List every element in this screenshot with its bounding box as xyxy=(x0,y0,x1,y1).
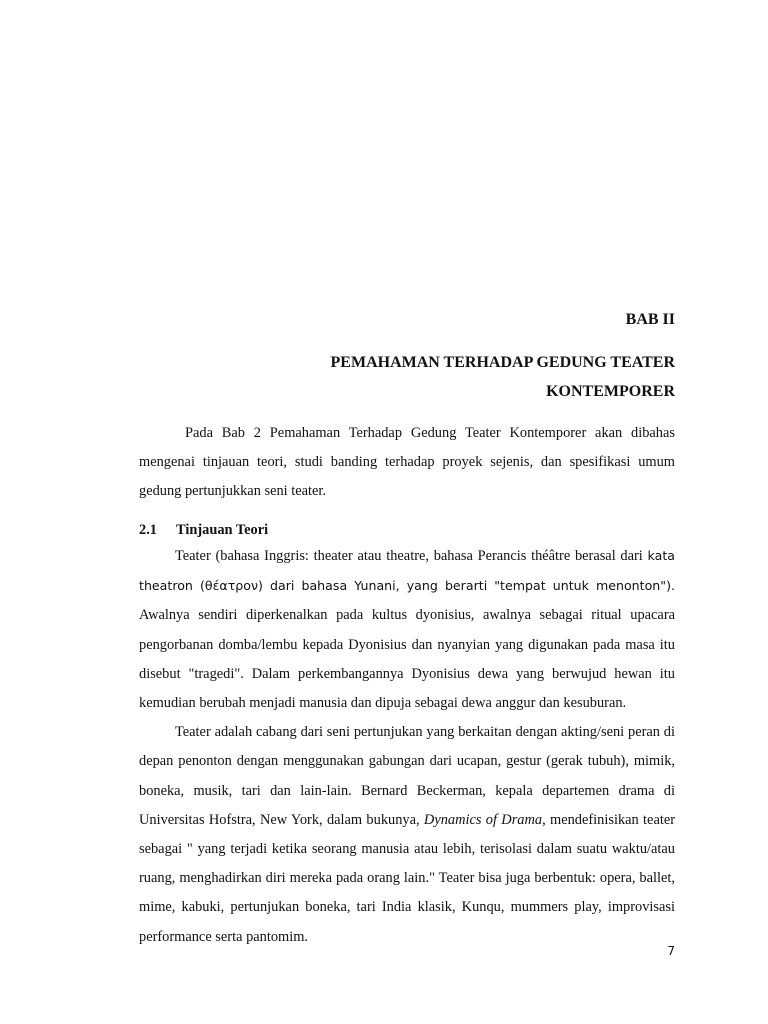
chapter-title-line-2: KONTEMPORER xyxy=(546,383,675,400)
paragraph-1 xyxy=(139,541,675,718)
paragraph-1-text-b: Awalnya sendiri diperkenalkan pada kultus dyonisius, awalnya sebagai ritual upacara pengorbanan domba/lembu kepada Dyonisius dan nyanyian yang digunakan pada masa itu disebut "tragedi". Dalam perkembangannya Dyonisius dewa yang berwujud hewan itu kemudian berubah menjadi manusia dan dipuja sebagai dewa anggur dan kesuburan. xyxy=(139,607,675,712)
book-title: Dynamics of Drama xyxy=(423,811,543,828)
page-number: 7 xyxy=(667,944,675,958)
intro-paragraph: Pada Bab 2 Pemahaman Terhadap Gedung Teater Kontemporer akan dibahas mengenai tinjauan teori, studi banding terhadap proyek sejenis, dan spesifikasi umum gedung pertunjukkan seni teater. xyxy=(139,425,675,500)
paragraph-1-text-a: Teater (bahasa Inggris: theater atau theatre, bahasa Perancis théâtre berasal dari xyxy=(175,548,648,564)
paragraph-2-text-b: , mendefinisikan teater sebagai " yang terjadi ketika seorang manusia atau lebih, terisolasi dalam suatu waktu/atau ruang, menghadirkan diri mereka pada orang lain." Teater bisa juga berbentuk: opera, ballet, mime, kabuki, pertunjukan boneka, tari India klasik, Kunqu, mummers play, improvisasi performance serta pantomim. xyxy=(139,811,676,945)
section-number: 2.1 xyxy=(139,522,157,538)
chapter-title-line-1: PEMAHAMAN TERHADAP GEDUNG TEATER xyxy=(330,354,675,371)
section-title: Tinjauan Teori xyxy=(176,522,269,538)
section-body xyxy=(139,541,675,952)
intro-section xyxy=(139,419,675,507)
paragraph-2-text-a: Teater adalah cabang dari seni pertunjukan yang berkaitan dengan akting/seni peran di depan penonton dengan menggunakan gabungan dari ucapan, gestur (gerak tubuh), mimik, boneka, musik, tari dan lain-lain. Bernard Beckerman, kepala departemen drama di Universitas Hofstra, New York, dalam bukunya, xyxy=(139,724,675,828)
chapter-label: BAB II xyxy=(625,311,675,328)
paragraph-2 xyxy=(139,718,675,952)
chapter-title xyxy=(155,348,675,406)
paragraph-1-sans-text: kata theatron (θέατρον) dari bahasa Yunani, yang berarti "tempat untuk menonton"). xyxy=(139,548,675,594)
section-heading xyxy=(139,522,268,539)
